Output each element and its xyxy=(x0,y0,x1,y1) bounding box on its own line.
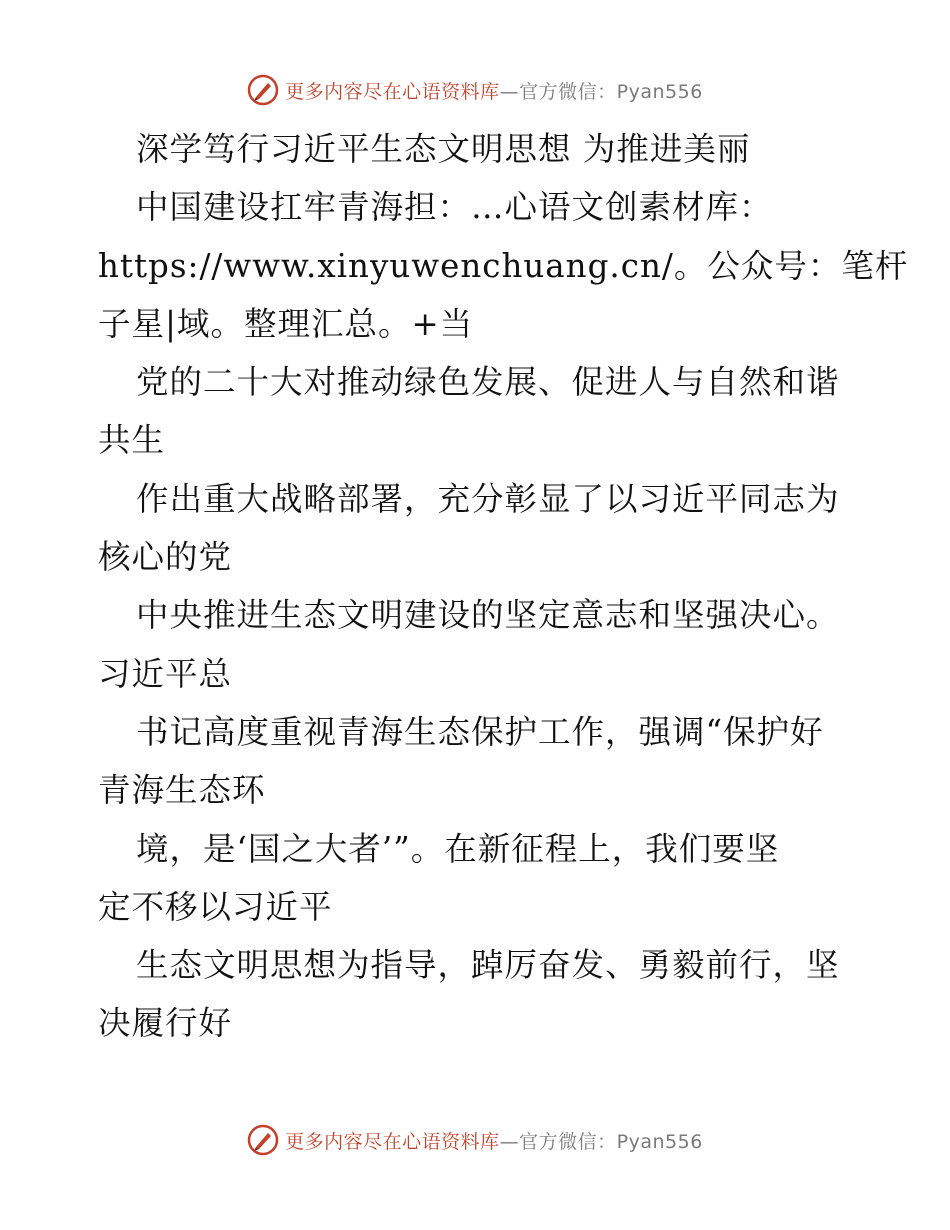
banner-site-name: 更多内容尽在心语资料库 xyxy=(285,1130,500,1153)
text-line: 共生 xyxy=(98,421,166,460)
text-line: 定不移以习近平 xyxy=(98,887,333,926)
banner-dash: — xyxy=(499,80,520,103)
document-body xyxy=(98,120,909,1053)
banner-site-name: 更多内容尽在心语资料库 xyxy=(285,80,500,103)
banner-text xyxy=(285,77,703,104)
text-line: 作出重大战略部署，充分彰显了以习近平同志为 xyxy=(136,479,840,518)
text-line: 中央推进生态文明建设的坚定意志和坚强决心。 xyxy=(136,596,840,635)
banner-text xyxy=(285,1127,703,1154)
text-line: 子星|域。整理汇总。+当 xyxy=(98,304,474,343)
header-banner xyxy=(0,72,950,108)
pen-logo-icon xyxy=(247,1124,279,1156)
text-line: 决履行好 xyxy=(98,1004,233,1043)
text-line: 境，是‘国之大者’”。在新征程上，我们要坚 xyxy=(136,829,780,868)
text-line: 书记高度重视青海生态保护工作，强调“保护好 xyxy=(136,712,824,751)
banner-wechat: 官方微信：Pyan556 xyxy=(519,1130,703,1153)
text-line: 生态文明思想为指导，踔厉奋发、勇毅前行，坚 xyxy=(136,946,840,985)
footer-banner xyxy=(0,1122,950,1158)
text-line: 青海生态环 xyxy=(98,771,266,810)
text-line: 中国建设扛牢青海担：…心语文创素材库： xyxy=(136,188,773,227)
text-line: 深学笃行习近平生态文明思想 为推进美丽 xyxy=(136,130,751,168)
banner-dash: — xyxy=(499,1130,520,1153)
text-line: 习近平总 xyxy=(98,654,233,693)
pen-logo-icon xyxy=(247,74,279,106)
text-line: 党的二十大对推动绿色发展、促进人与自然和谐 xyxy=(136,363,840,402)
text-line: https://www.xinyuwenchuang.cn/。公众号：笔杆 xyxy=(98,246,909,285)
text-line: 核心的党 xyxy=(98,538,233,577)
banner-wechat: 官方微信：Pyan556 xyxy=(519,80,703,103)
